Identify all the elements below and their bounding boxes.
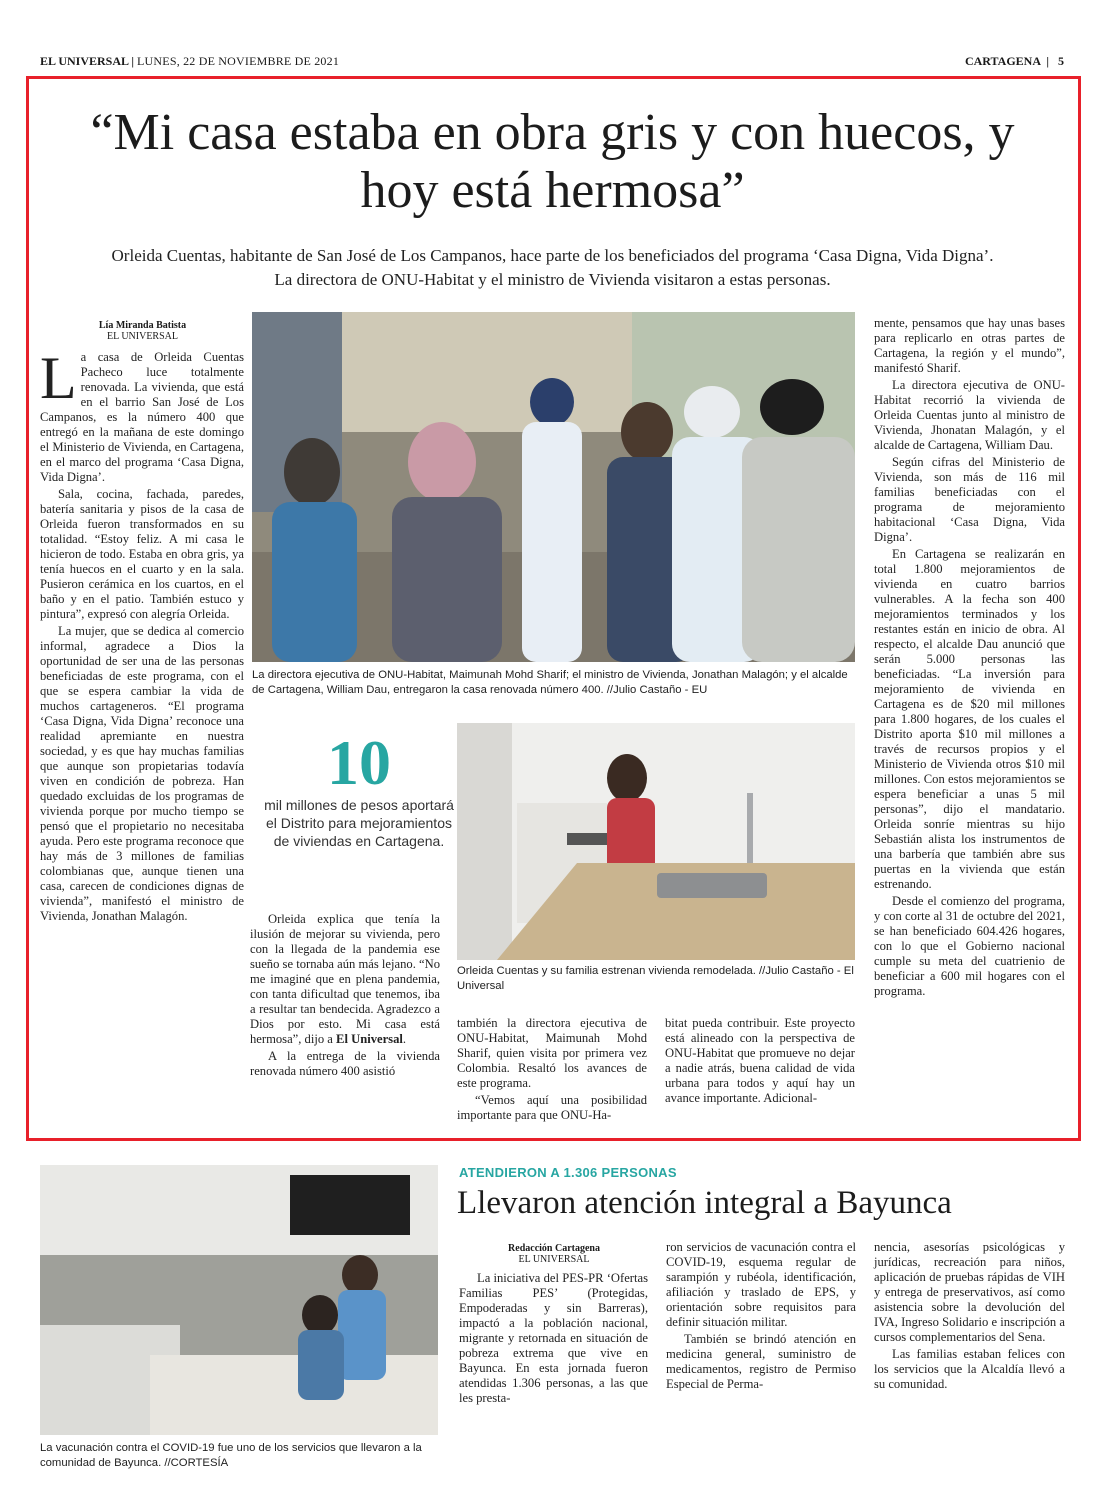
paragraph: también la directora ejecutiva de ONU-Habitat, Maimunah Mohd Sharif, quien visita por primera vez Colombia. Resaltó los avances de este programa. bbox=[457, 1016, 647, 1090]
paragraph: En Cartagena se realizarán en total 1.800 mejoramientos de vivienda en cuatro barrios vulnerables. A la fecha son 400 mejoramientos terminados y los restantes están en inicio de obra. Al respecto, el alcalde Dau anunció que serán 5.000 personas las beneficiadas. “La inversión para mejoramiento de vivienda en Cartagena es de $20 mil millones para 1.800 hogares, de los cuales el Distrito aporta $10 mil millones a través de recursos propios y el Ministerio de Vivienda otros $10 mil millones. Con estos mejoramientos se espera beneficiar a unas 5 mil personas”, dijo el mandatario. Orleida sonríe mientras su hijo Sebastián alista los instrumentos de una barbería que también abre sus puertas en la vivienda que están estrenando. bbox=[874, 547, 1065, 891]
article-column-4 bbox=[665, 1016, 855, 1108]
issue-date: LUNES, 22 DE NOVIEMBRE DE 2021 bbox=[137, 54, 340, 68]
paragraph: Sala, cocina, fachada, paredes, batería sanitaria y pisos de la casa de Orleida fueron transformados en su totalidad. “Estoy feliz. A mi casa le hicieron de todo. Estaba en obra gris, ya tenía huecos en el cuarto y en la sala. Pusieron cerámica en los cuartos, en el baño y en el patio. También estuco y pintura”, expresó con alegría Orleida. bbox=[40, 487, 244, 621]
story2-byline bbox=[459, 1243, 649, 1265]
story2-photo-caption: La vacunación contra el COVID-19 fue uno de los servicios que llevaron a la comunidad de Bayunca. //CORTESÍA bbox=[40, 1442, 422, 1469]
author-name: Lía Miranda Batista bbox=[98, 320, 187, 331]
story2-outlet: EL UNIVERSAL bbox=[518, 1254, 590, 1265]
photo1-caption: La directora ejecutiva de ONU-Habitat, Maimunah Mohd Sharif; el ministro de Vivienda, Jonathan Malagón; y el alcalde de Cartagena, William Dau, entregaron la casa renovada número 400. //Julio Castaño - EU bbox=[252, 669, 848, 696]
story2-kicker: ATENDIERON A 1.306 PERSONAS bbox=[459, 1165, 677, 1180]
photo2-caption: Orleida Cuentas y su familia estrenan vivienda remodelada. //Julio Castaño - El Universal bbox=[457, 965, 854, 992]
story2-column-3 bbox=[874, 1240, 1065, 1394]
story2-column-1 bbox=[459, 1271, 648, 1408]
story2-author: Redacción Cartagena bbox=[508, 1243, 600, 1254]
story2-headline: Llevaron atención integral a Bayunca bbox=[457, 1185, 952, 1221]
paragraph: mente, pensamos que hay unas bases para replicarlo en otras partes de Cartagena, la región y el mundo”, manifestó Sharif. bbox=[874, 316, 1065, 375]
article-deck: Orleida Cuentas, habitante de San José de Los Campanos, hace parte de los beneficiados del programa ‘Casa Digna, Vida Digna’. La directora de ONU-Habitat y el ministro de Vivienda visitaron a estas personas. bbox=[111, 246, 994, 289]
paragraph: La directora ejecutiva de ONU-Habitat recorrió la vivienda de Orleida Cuentas junto al ministro de Vivienda, Jhonatan Malagón, y el alcalde de Cartagena, William Dau. bbox=[874, 378, 1065, 452]
newspaper-name: EL UNIVERSAL bbox=[40, 54, 129, 68]
paragraph: La iniciativa del PES-PR ‘Ofertas Familias PES’ (Protegidas, Empoderadas y sin Barreras), impactó a la población nacional, migrante y retornada en situación de pobreza extrema que vive en Bayunca. En esta jornada fueron atendidas 1.306 personas, a las que les presta- bbox=[459, 1271, 648, 1405]
masthead-right: CARTAGENA | 5 bbox=[964, 54, 1064, 68]
masthead-left: EL UNIVERSAL | LUNES, 22 DE NOVIEMBRE DE 2021 bbox=[40, 54, 340, 68]
article-column-2 bbox=[250, 912, 440, 1081]
paragraph: También se brindó atención en medicina general, suministro de medicamentos, registro de Permiso Especial de Perma- bbox=[666, 1332, 856, 1391]
paragraph: Desde el comienzo del programa, y con corte al 31 de octubre del 2021, se han beneficiado 604.426 hogares, con lo que el Gobierno nacional cumple su meta del cuatrienio de beneficiar a 600 mil hogares con el programa. bbox=[874, 894, 1065, 998]
drop-cap: L bbox=[40, 345, 77, 411]
paragraph: Orleida explica que tenía la ilusión de mejorar su vivienda, pero con la llegada de la pandemia ese sueño se tornaba aún más lejano. “No me imaginé que en plena pandemia, con tanta dificultad que tenemos, iba a resultar tan bendecida. Agradezco a Dios por esto. Mi casa está hermosa”, dijo a El Universal. bbox=[250, 912, 440, 1046]
kitchen-photo-illustration bbox=[457, 723, 855, 960]
author-outlet: EL UNIVERSAL bbox=[106, 331, 178, 342]
paragraph: nencia, asesorías psicológicas y jurídicas, recreación para niños, aplicación de pruebas rápidas de VIH y entrega de preservativos, así como asistencia sobre la devolución del IVA, Ingreso Solidario e inscripción a cursos complementarios del Sena. bbox=[874, 1240, 1065, 1344]
page-masthead bbox=[40, 54, 1064, 72]
photo-officials-visit bbox=[252, 312, 855, 662]
article-column-3 bbox=[457, 1016, 647, 1125]
paragraph: A la entrega de la vivienda renovada número 400 asistió bbox=[250, 1049, 440, 1078]
story2-column-2 bbox=[666, 1240, 856, 1394]
paragraph: La casa de Orleida Cuentas Pacheco luce totalmente renovada. La vivienda, que está en el barrio San José de Los Campanos, es la número 400 que entregó en la mañana de este domingo el Ministerio de Vivienda, en Cartagena, en el marco del programa ‘Casa Digna, Vida Digna’. bbox=[40, 345, 244, 484]
photo-bayunca-vaccination bbox=[40, 1165, 438, 1435]
paragraph: Las familias estaban felices con los servicios que la Alcaldía llevó a su comunidad. bbox=[874, 1347, 1065, 1391]
article-column-1 bbox=[40, 345, 244, 926]
stat-number: 10 bbox=[327, 727, 391, 798]
stat-description: mil millones de pesos aportará el Distrito para mejoramientos de viviendas en Cartagena. bbox=[264, 797, 454, 849]
article-headline: “Mi casa estaba en obra gris y con huecos, y hoy está hermosa” bbox=[90, 104, 1015, 219]
paragraph: ron servicios de vacunación contra el COVID-19, esquema regular de sarampión y rubéola, identificación, afiliación y traslado de EPS, y orientación sobre requisitos para definir situación militar. bbox=[666, 1240, 856, 1329]
paragraph: La mujer, que se dedica al comercio informal, agradece a Dios la oportunidad de ser una de las personas beneficiadas de este programa, con el que se espera cambiar la vida de muchos cartageneros. “El programa ‘Casa Digna, Vida Digna’ reconoce una realidad apremiante en nuestra sociedad, y es que hay muchas familias que aunque son propietarias todavía viven en condición de pobreza. Han quedado excluidas de los programas de vivienda porque por mucho tiempo se pensó que el propietario no necesitaba ayuda. Pero este programa reconoce que hay más de 3 millones de familias colombianas que, aunque tienen una casa, carecen de condiciones dignas de vivienda”, manifestó el ministro de Vivienda, Jonathan Malagón. bbox=[40, 624, 244, 923]
bayunca-photo-illustration bbox=[40, 1165, 438, 1435]
page-number: 5 bbox=[1058, 54, 1064, 68]
officials-photo-illustration bbox=[252, 312, 855, 662]
paragraph: Según cifras del Ministerio de Vivienda, son más de 116 mil familias beneficiadas con el programa de mejoramiento habitacional ‘Casa Digna, Vida Digna’. bbox=[874, 455, 1065, 544]
article-byline bbox=[40, 320, 245, 342]
paragraph: bitat pueda contribuir. Este proyecto está alineado con la perspectiva de ONU-Habitat que promueve no dejar a nadie atrás, buena calidad de vida urbana para todos y aquí hay un avance importante. Adicional- bbox=[665, 1016, 855, 1105]
stat-callout bbox=[264, 727, 454, 850]
bold-source: El Universal bbox=[336, 1032, 403, 1046]
paragraph: “Vemos aquí una posibilidad importante para que ONU-Ha- bbox=[457, 1093, 647, 1122]
article-column-5 bbox=[874, 316, 1065, 1001]
section-name: CARTAGENA bbox=[964, 54, 1041, 68]
photo-kitchen bbox=[457, 723, 855, 960]
